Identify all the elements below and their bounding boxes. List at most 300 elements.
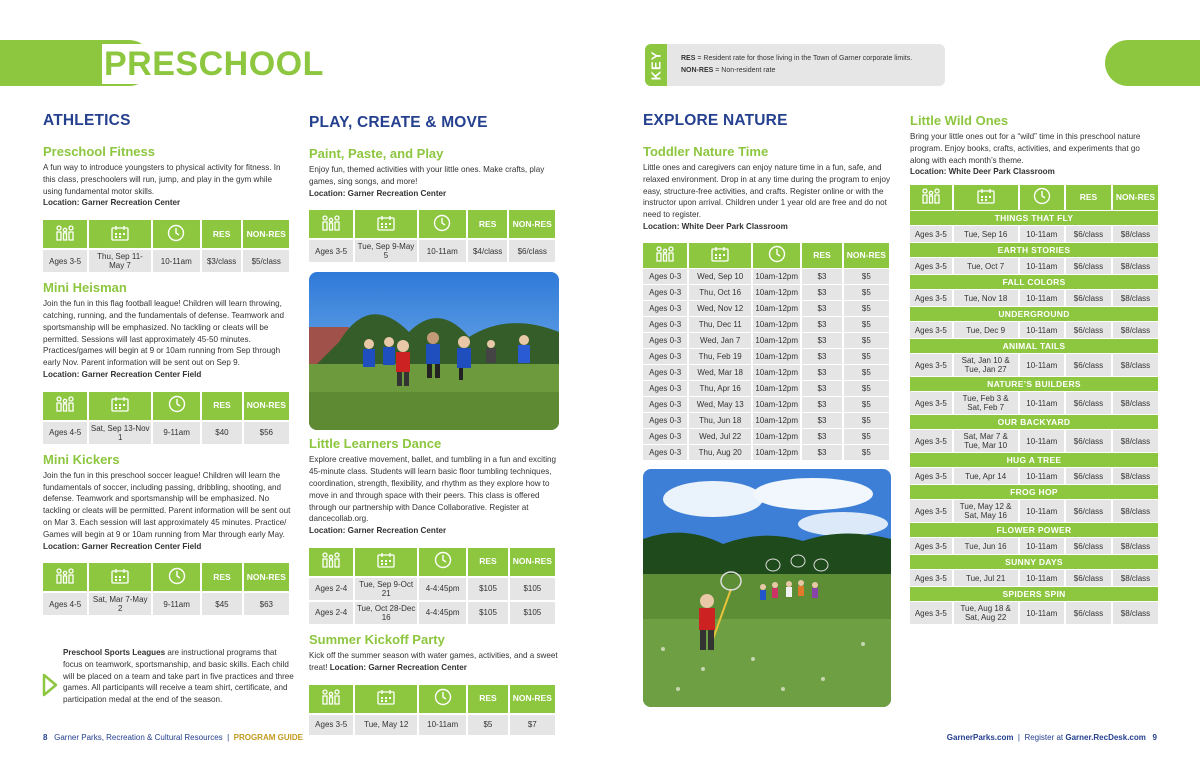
date-cell: Wed, May 13 [689, 397, 751, 412]
header-cell [355, 685, 417, 713]
theme-row [910, 339, 1158, 353]
res-header: RES [468, 685, 507, 713]
nonres-header: NON-RES [509, 210, 555, 238]
time-cell: 10am-12pm [753, 285, 800, 300]
header-cell [419, 548, 466, 576]
header-cell [954, 185, 1018, 210]
calendar-icon [377, 555, 395, 572]
time-cell: 10-11am [1020, 538, 1064, 554]
schedule-table [307, 208, 557, 264]
time-cell: 10-11am [419, 240, 466, 262]
theme-name: FLOWER POWER [910, 523, 1158, 537]
age-cell: Ages 0-3 [643, 301, 687, 316]
table-row [643, 381, 889, 396]
theme-name: FROG HOP [910, 485, 1158, 499]
footer-right [947, 733, 1157, 742]
res-cell: $3 [802, 397, 841, 412]
age-cell: Ages 3-5 [43, 250, 87, 272]
nonres-cell: $5 [844, 381, 889, 396]
table-row [643, 349, 889, 364]
res-cell: $6/class [1066, 258, 1111, 274]
time-cell: 10am-12pm [753, 365, 800, 380]
nonres-cell: $8/class [1113, 290, 1158, 306]
table-row [643, 397, 889, 412]
theme-row [910, 211, 1158, 225]
nonres-cell: $8/class [1113, 500, 1158, 522]
age-cell: Ages 0-3 [643, 365, 687, 380]
table-row [643, 333, 889, 348]
table-row [643, 301, 889, 316]
header-cell [643, 243, 687, 268]
table-row [910, 392, 1158, 414]
res-cell: $5 [468, 715, 507, 735]
age-cell: Ages 3-5 [910, 602, 952, 624]
nonres-cell: $63 [244, 593, 289, 615]
nonres-cell: $5 [844, 349, 889, 364]
date-cell: Tue, Dec 9 [954, 322, 1018, 338]
res-header: RES [468, 548, 507, 576]
nonres-header: NON-RES [844, 243, 889, 268]
nonres-header: NON-RES [510, 685, 555, 713]
theme-row [910, 523, 1158, 537]
theme-row [910, 377, 1158, 391]
nonres-cell: $5 [844, 445, 889, 460]
age-cell: Ages 3-5 [910, 468, 952, 484]
age-icon [54, 228, 76, 245]
res-header: RES [802, 243, 841, 268]
program-description: Bring your little ones out for a “wild” time in this preschool nature program. Enjoy books, crafts, activities, and experiments that go along with each month’s theme. Location: White Deer Park Classroom [910, 132, 1141, 177]
nonres-cell: $5 [844, 397, 889, 412]
res-cell: $3 [802, 381, 841, 396]
theme-name: UNDERGROUND [910, 307, 1158, 321]
time-cell: 10-11am [1020, 570, 1064, 586]
age-icon [654, 249, 676, 266]
age-cell: Ages 3-5 [309, 715, 353, 735]
res-cell: $4/class [468, 240, 508, 262]
theme-name: FALL COLORS [910, 275, 1158, 289]
nonres-cell: $8/class [1113, 538, 1158, 554]
age-icon [920, 191, 942, 208]
calendar-icon [111, 228, 129, 245]
time-cell: 10am-12pm [753, 429, 800, 444]
time-cell: 10-11am [1020, 322, 1064, 338]
time-cell: 10am-12pm [753, 397, 800, 412]
res-header: RES [1066, 185, 1111, 210]
time-cell: 10am-12pm [753, 349, 800, 364]
date-cell: Tue, Sep 16 [954, 226, 1018, 242]
header-cell [89, 220, 150, 248]
nonres-cell: $105 [510, 578, 555, 600]
table-row [910, 354, 1158, 376]
header-cell [153, 392, 200, 420]
age-cell: Ages 3-5 [910, 226, 952, 242]
table-header-row [309, 210, 555, 238]
rate-key [645, 44, 945, 86]
table-header-row [309, 548, 555, 576]
clock-icon [168, 572, 186, 589]
res-cell: $3 [802, 445, 841, 460]
table-header-row [309, 685, 555, 713]
program-description: Join the fun in this preschool soccer league! Children will learn the fundamentals of soccer, including passing, dribbling, shooting, and defense. Teamwork and sportsmanship will be emphasized. No tackling or cleats will be permitted. Parent information will be sent out on Mar 3. Each session will last approximately 45 minutes. Practice/ Games will begin at 9 or 10am running from Mar through early May. Location: Garner Recreation Center Field [43, 470, 291, 551]
age-cell: Ages 3-5 [910, 570, 952, 586]
header-cell [753, 243, 800, 268]
program-title: Preschool Fitness [43, 144, 155, 159]
date-cell: Thu, Jun 18 [689, 413, 751, 428]
header-cell [309, 548, 353, 576]
program-description: Little ones and caregivers can enjoy nature time in a fun, safe, and relaxed environment. Drop in at any time during the program to enjoy easy, structure-free activities, and crafts. Register online or with the instructor upon arrival. Children under 1 year old are free and do not need to register. Location: White Deer Park Classroom [643, 163, 890, 231]
table-row [643, 285, 889, 300]
section-heading: EXPLORE NATURE [643, 112, 788, 129]
date-cell: Tue, Oct 28-Dec 16 [356, 603, 416, 622]
nonres-cell: $8/class [1113, 392, 1158, 414]
date-cell: Wed, Sep 10 [689, 269, 751, 284]
res-cell: $6/class [1066, 354, 1111, 376]
res-header: RES [202, 220, 242, 248]
header-cell [309, 210, 353, 238]
schedule-table [41, 390, 291, 446]
theme-row [910, 555, 1158, 569]
table-row [643, 365, 889, 380]
header-cell [355, 210, 416, 238]
time-cell: 10am-12pm [753, 317, 800, 332]
theme-name: EARTH STORIES [910, 243, 1158, 257]
page-number-left: 8 [43, 733, 48, 742]
wild-column [910, 113, 1160, 631]
flag-football-photo [309, 272, 559, 430]
theme-row [910, 453, 1158, 467]
footer-org: Garner Parks, Recreation & Cultural Resources [54, 733, 223, 742]
program-title: Toddler Nature Time [643, 144, 769, 159]
theme-row [910, 485, 1158, 499]
date-cell: Wed, Nov 12 [689, 301, 751, 316]
program-description: Kick off the summer season with water games, activities, and a sweet treat! Location: Garner Recreation Center [309, 650, 558, 672]
res-cell: $6/class [1066, 392, 1111, 414]
res-cell: $45 [202, 593, 241, 615]
nonres-cell: $8/class [1113, 430, 1158, 452]
page-number-right: 9 [1152, 733, 1157, 742]
theme-row [910, 307, 1158, 321]
time-cell: 10am-12pm [753, 333, 800, 348]
res-cell: $6/class [1066, 500, 1111, 522]
clock-icon [1033, 192, 1051, 209]
nonres-cell: $56 [244, 422, 289, 444]
header-cell [309, 685, 353, 713]
age-cell: Ages 3-5 [910, 430, 952, 452]
time-cell: 10-11am [1020, 430, 1064, 452]
age-cell: Ages 0-3 [643, 333, 687, 348]
table-row [643, 413, 889, 428]
header-cell [689, 243, 751, 268]
res-cell: $6/class [1066, 290, 1111, 306]
schedule-table [307, 546, 557, 626]
res-cell: $6/class [1066, 468, 1111, 484]
header-cell [153, 563, 200, 591]
age-cell: Ages 4-5 [43, 422, 87, 444]
theme-name: ANIMAL TAILS [910, 339, 1158, 353]
program-title: Little Learners Dance [309, 436, 442, 452]
schedule-table [41, 561, 291, 617]
date-cell: Wed, Jan 7 [689, 333, 751, 348]
table-row [43, 422, 289, 444]
footer-left [43, 733, 303, 742]
time-cell: 9-11am [153, 593, 200, 615]
clock-icon [434, 693, 452, 710]
age-cell: Ages 0-3 [643, 381, 687, 396]
table-row [643, 429, 889, 444]
nonres-cell: $5 [844, 365, 889, 380]
date-cell: Tue, Sep 9-May 5 [355, 240, 416, 262]
age-cell: Ages 3-5 [309, 240, 353, 262]
program-description: A fun way to introduce youngsters to physical activity for fitness. In this class, preschoolers will run, jump, and play in the gym while using fundamental motor skills. Location: Garner Recreation Center [43, 163, 281, 208]
time-cell: 4-4:45pm [419, 578, 466, 600]
header-cell [1020, 185, 1064, 210]
age-cell: Ages 3-5 [910, 392, 952, 414]
table-row [309, 602, 555, 624]
header-cell [89, 392, 151, 420]
nonres-cell: $8/class [1113, 468, 1158, 484]
date-cell: Sat, Mar 7-May 2 [89, 593, 151, 615]
nonres-cell: $6/class [509, 240, 555, 262]
age-cell: Ages 0-3 [643, 445, 687, 460]
date-cell: Tue, Aug 18 & Sat, Aug 22 [954, 602, 1018, 624]
date-cell: Tue, Jul 21 [954, 570, 1018, 586]
date-cell: Sat, Jan 10 & Tue, Jan 27 [954, 354, 1018, 376]
time-cell: 10-11am [1020, 354, 1064, 376]
table-row [643, 317, 889, 332]
athletics-column [43, 112, 293, 623]
theme-row [910, 415, 1158, 429]
time-cell: 10-11am [153, 250, 200, 272]
res-cell: $105 [468, 602, 507, 624]
theme-name: OUR BACKYARD [910, 415, 1158, 429]
theme-row [910, 587, 1158, 601]
key-text: RES = Resident rate for those living in the Town of Garner corporate limits. NON-RES = Non-resident rate [681, 55, 913, 74]
schedule-table [41, 218, 291, 274]
age-cell: Ages 3-5 [910, 354, 952, 376]
date-cell: Tue, May 12 [355, 715, 417, 735]
res-cell: $3 [802, 285, 841, 300]
nonres-cell: $5 [844, 317, 889, 332]
header-cell [419, 685, 466, 713]
res-cell: $6/class [1066, 226, 1111, 242]
res-header: RES [202, 392, 241, 420]
time-cell: 10am-12pm [753, 269, 800, 284]
age-cell: Ages 2-4 [309, 602, 353, 624]
table-row [910, 538, 1158, 554]
date-cell: Tue, Jun 16 [954, 538, 1018, 554]
res-cell: $6/class [1066, 538, 1111, 554]
table-header-row [910, 185, 1158, 210]
time-cell: 9-11am [153, 422, 200, 444]
program-title: Paint, Paste, and Play [309, 146, 444, 161]
res-cell: $3 [802, 269, 841, 284]
header-cell [910, 185, 952, 210]
date-cell: Tue, Sep 9-Oct 21 [355, 578, 417, 600]
page-title: PRESCHOOL [102, 44, 332, 84]
clock-icon [167, 229, 185, 246]
nonres-cell: $8/class [1113, 354, 1158, 376]
program-title: Mini Heisman [43, 280, 127, 296]
table-header-row [643, 243, 889, 268]
res-cell: $6/class [1066, 430, 1111, 452]
res-cell: $3 [802, 301, 841, 316]
nonres-cell: $5 [844, 301, 889, 316]
section-heading: PLAY, CREATE & MOVE [309, 114, 488, 131]
table-header-row [43, 220, 289, 248]
date-cell: Thu, Dec 11 [689, 317, 751, 332]
header-cell [419, 210, 466, 238]
key-label: KEY [645, 44, 667, 86]
table-row [643, 445, 889, 460]
nature-column [643, 112, 893, 707]
footer-guide: PROGRAM GUIDE [233, 733, 303, 742]
time-cell: 10-11am [1020, 468, 1064, 484]
res-cell: $105 [468, 578, 507, 600]
footer-separator: | [227, 733, 230, 742]
nonres-cell: $5 [844, 429, 889, 444]
age-cell: Ages 3-5 [910, 322, 952, 338]
theme-name: NATURE’S BUILDERS [910, 377, 1158, 391]
time-cell: 4-4:45pm [419, 602, 466, 624]
clock-icon [168, 400, 186, 417]
age-cell: Ages 0-3 [643, 269, 687, 284]
res-cell: $3 [802, 429, 841, 444]
table-row [910, 322, 1158, 338]
header-cell [153, 220, 200, 248]
nonres-cell: $105 [510, 602, 555, 624]
date-cell: Tue, May 12 & Sat, May 16 [954, 500, 1018, 522]
age-cell: Ages 0-3 [643, 285, 687, 300]
footer-register-link[interactable]: Garner.RecDesk.com [1065, 733, 1146, 742]
theme-row [910, 243, 1158, 257]
res-cell: $6/class [1066, 322, 1111, 338]
age-icon [320, 692, 342, 709]
res-cell: $3 [802, 349, 841, 364]
date-cell: Thu, Apr 16 [689, 381, 751, 396]
age-cell: Ages 0-3 [643, 413, 687, 428]
res-header: RES [202, 563, 241, 591]
time-cell: 10-11am [1020, 602, 1064, 624]
play-column [309, 114, 559, 743]
calendar-icon [377, 692, 395, 709]
date-cell: Tue, Nov 18 [954, 290, 1018, 306]
header-cell [355, 548, 417, 576]
clock-icon [433, 219, 451, 236]
res-cell: $3 [802, 365, 841, 380]
age-icon [320, 218, 342, 235]
nonres-cell: $7 [510, 715, 555, 735]
date-cell: Thu, Feb 19 [689, 349, 751, 364]
calendar-icon [977, 191, 995, 208]
date-cell: Tue, Apr 14 [954, 468, 1018, 484]
clock-icon [434, 556, 452, 573]
age-cell: Ages 4-5 [43, 593, 87, 615]
table-row [910, 290, 1158, 306]
nonres-cell: $8/class [1113, 602, 1158, 624]
program-title: Mini Kickers [43, 451, 120, 467]
date-cell: Thu, Oct 16 [689, 285, 751, 300]
theme-name: THINGS THAT FLY [910, 211, 1158, 225]
date-cell: Wed, Jul 22 [689, 429, 751, 444]
time-cell: 10am-12pm [753, 445, 800, 460]
time-cell: 10am-12pm [753, 381, 800, 396]
program-description: Join the fun in this flag football league! Children will learn throwing, catching, running, and the fundamentals of defense. Teamwork and sportsmanship will be emphasized. No tackling or cleats will be permitted. Sessions will last approximately 45-50 minutes. Practices/games will begin at 9 or 10am running from Sep through early Nov. Parent information will be sent out on Sep 9. Location: Garner Recreation Center Field [43, 299, 285, 379]
table-row [43, 593, 289, 615]
time-cell: 10am-12pm [753, 301, 800, 316]
program-title: Little Wild Ones [910, 113, 1009, 128]
butterfly-net-photo [643, 469, 891, 707]
footer-separator: | [1017, 733, 1020, 742]
calendar-icon [111, 571, 129, 588]
table-row [43, 250, 289, 272]
play-arrow-icon [42, 673, 58, 697]
theme-name: HUG A TREE [910, 453, 1158, 467]
program-description: Explore creative movement, ballet, and tumbling in a fun and exciting 45-minute class. Students will learn basic floor tumbling techniques, coordination, strength, flexibility, and rhythm as they explore how to move in and through space with their peers. This class is offered through our partnership with Dance Collaborative. Register at dancecollab.org. Location: Garner Recreation Center [309, 455, 556, 536]
nonres-cell: $8/class [1113, 226, 1158, 242]
section-heading: ATHLETICS [43, 112, 131, 129]
time-cell: 10-11am [1020, 226, 1064, 242]
footer-register-label: Register at [1024, 733, 1064, 742]
header-tab-right [1105, 40, 1200, 86]
nonres-header: NON-RES [510, 548, 555, 576]
age-cell: Ages 3-5 [910, 258, 952, 274]
res-cell: $3 [802, 413, 841, 428]
header-cell [43, 563, 87, 591]
date-cell: Sat, Mar 7 & Tue, Mar 10 [954, 430, 1018, 452]
age-icon [320, 555, 342, 572]
table-row [910, 226, 1158, 242]
nonres-header: NON-RES [1113, 185, 1158, 210]
date-cell: Sat, Sep 13-Nov 1 [90, 423, 150, 442]
age-cell: Ages 0-3 [643, 349, 687, 364]
age-cell: Ages 3-5 [910, 538, 952, 554]
table-row [309, 578, 555, 600]
clock-icon [768, 250, 786, 267]
date-cell: Thu, Aug 20 [689, 445, 751, 460]
theme-name: SUNNY DAYS [910, 555, 1158, 569]
age-cell: Ages 3-5 [910, 290, 952, 306]
table-row [910, 258, 1158, 274]
theme-row [910, 275, 1158, 289]
age-cell: Ages 0-3 [643, 429, 687, 444]
calendar-icon [711, 249, 729, 266]
table-header-row [43, 563, 289, 591]
age-cell: Ages 0-3 [643, 317, 687, 332]
footer-site-link[interactable]: GarnerParks.com [946, 733, 1014, 742]
res-cell: $3 [802, 317, 841, 332]
table-row [910, 468, 1158, 484]
table-row [910, 430, 1158, 452]
nonres-cell: $8/class [1113, 258, 1158, 274]
time-cell: 10-11am [1020, 500, 1064, 522]
nonres-header: NON-RES [244, 392, 289, 420]
theme-name: SPIDERS SPIN [910, 587, 1158, 601]
schedule-table [641, 242, 891, 461]
header-cell [43, 392, 87, 420]
sports-league-note: Preschool Sports Leagues are instructional programs that focus on teamwork, sportsmanship, and basic skills. Each child will be placed on a team and take part in five practices and three games. All participants will receive a team shirt, certificate, and participation medal at the end of the season. [63, 648, 294, 705]
time-cell: 10-11am [1020, 392, 1064, 414]
res-cell: $40 [202, 422, 241, 444]
age-cell: Ages 0-3 [643, 397, 687, 412]
nonres-cell: $8/class [1113, 570, 1158, 586]
date-cell: Wed, Mar 18 [689, 365, 751, 380]
age-icon [54, 571, 76, 588]
header-cell [89, 563, 151, 591]
table-row [309, 715, 555, 735]
date-cell: Tue, Feb 3 & Sat, Feb 7 [954, 392, 1018, 414]
calendar-icon [377, 218, 395, 235]
schedule-table [307, 683, 557, 737]
